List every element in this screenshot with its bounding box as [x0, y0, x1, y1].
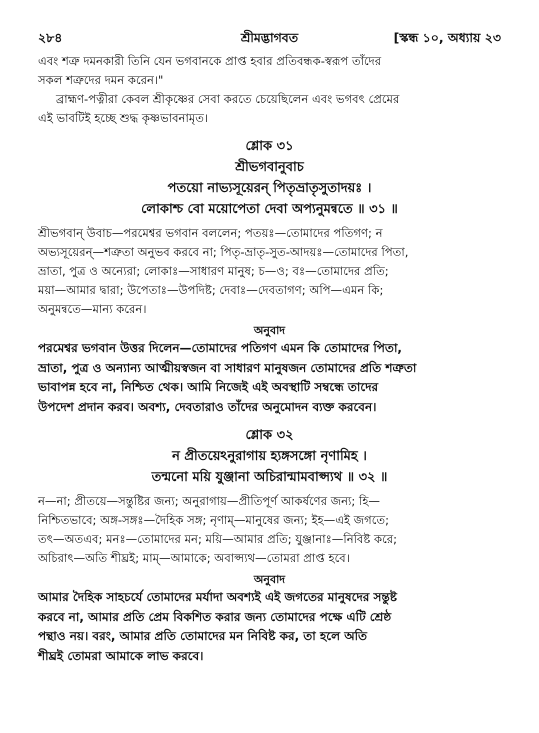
- translation-line: উপদেশ প্রদান করব। অবশ্য, দেবতারাও তাঁদের অনুমোদন ব্যক্ত করবেন।: [38, 399, 377, 414]
- intro-line: সকল শত্রুদের দমন করেন।": [38, 73, 164, 87]
- synonym-line: শ্রীভগবান্ উবাচ—পরমেশ্বর ভগবান বললেন; পতয়ঃ—তোমাদের পতিগণ; ন: [38, 226, 383, 240]
- book-title: শ্রীমদ্ভাগবত: [240, 30, 299, 45]
- intro-line: এই ভাবটিই হচ্ছে শুদ্ধ কৃষ্ণভাবনামৃত।: [38, 111, 209, 125]
- synonym-line: ভ্রাতা, পুত্র ও অন্যেরা; লোকাঃ—সাধারণ মানুষ; চ—ও; বঃ—তোমাদের প্রতি;: [38, 264, 389, 278]
- verse-line: তন্মনো ময়ি যুঞ্জানা অচিরান্মামবাপ্স্যথ ॥ ৩২ ॥: [151, 470, 388, 485]
- verse-line: পতয়ো নাভ্যসূয়েরন্ পিতৃভ্রাতৃসুতাদয়ঃ ।: [167, 181, 372, 196]
- translation-line: আমার দৈহিক সাহচর্যে তোমাদের মর্যাদা অবশ্যই এই জগতের মানুষদের সন্তুষ্ট: [38, 590, 397, 604]
- translation-heading: অনুবাদ: [253, 324, 286, 337]
- synonym-line: অচিরাৎ—অতি শীঘ্রই; মাম্—আমাকে; অবাপ্স্যথ—তোমরা প্রাপ্ত হবে।: [38, 551, 350, 565]
- translation-line: পন্থাও নয়। বরং, আমার প্রতি তোমাদের মন নিবিষ্ট কর, তা হলে অতি: [38, 629, 368, 643]
- translation: [38, 339, 501, 417]
- synonym-line: অনুমন্বতে—মান্য করেন।: [38, 302, 147, 316]
- synonyms: [38, 224, 501, 319]
- verse-line: লোকাশ্চ বো ময়োপেতা দেবা অপ্যনুমন্বতে ॥ ৩১ ॥: [141, 202, 398, 217]
- translation: [38, 588, 501, 666]
- synonym-line: অভ্যসূয়েরন্—শত্রুতা অনুভব করবে না; পিতৃ-ভ্রাতৃ-সুত-আদয়ঃ—তোমাদের পিতা,: [38, 245, 409, 259]
- translation-line: পরমেশ্বর ভগবান উত্তর দিলেন—তোমাদের পতিগণ এমন কি তোমাদের পিতা,: [38, 341, 402, 355]
- intro-line: ব্রাহ্মণ-পত্নীরা কেবল শ্রীকৃষ্ণের সেবা করতে চেয়েছিলেন এবং ভগবৎ প্রেমের: [56, 92, 400, 106]
- verse-heading: শ্লোক ৩১: [245, 139, 294, 154]
- translation-line: করবে না, আমার প্রতি প্রেম বিকশিত করার জন্য তোমাদের পক্ষে এটি শ্রেষ্ঠ: [38, 609, 392, 624]
- page-number: ২৮৪: [38, 30, 63, 45]
- synonym-line: ন—না; প্রীতয়ে—সন্তুষ্টির জন্য; অনুরাগায়—প্রীতিপূর্ণ আকর্ষণের জন্য; হি—: [38, 494, 381, 508]
- translation-line: ভাবাপন্ন হবে না, নিশ্চিত থেক। আমি নিজেই এই অবস্থাটি সম্বন্ধে তাদের: [38, 380, 379, 394]
- synonyms: [38, 492, 501, 568]
- translation-line: শীঘ্রই তোমরা আমাকে লাভ করবে।: [38, 648, 204, 663]
- synonym-line: নিশ্চিতভাবে; অঙ্গ-সঙ্গঃ—দৈহিক সঙ্গ; নৃণাম্—মানুষের জন্য; ইহ—এই জগতে;: [38, 513, 390, 527]
- verse-heading: শ্লোক ৩২: [245, 428, 294, 443]
- translation-heading: অনুবাদ: [253, 573, 286, 586]
- chapter-reference: [স্কন্ধ ১০, অধ্যায় ২৩: [393, 30, 501, 45]
- running-header: [38, 30, 501, 52]
- verse-31: [38, 136, 501, 417]
- verse-speaker: শ্রীভগবানুবাচ: [235, 160, 304, 175]
- intro-line: এবং শত্রু দমনকারী তিনি যেন ভগবানকে প্রাপ্ত হবার প্রতিবন্ধক-স্বরূপ তাঁদের: [38, 54, 382, 68]
- translation-line: ভ্রাতা, পুত্র ও অন্যান্য আত্মীয়স্বজন বা সাধারণ মানুষজন তোমাদের প্রতি শত্রুতা: [38, 360, 417, 375]
- verse-line: ন প্রীতয়েঽনুরাগায় হ্যঙ্গসঙ্গো নৃণামিহ ।: [172, 449, 367, 464]
- synonym-line: ময়া—আমার দ্বারা; উপেতাঃ—উপদিষ্ট; দেবাঃ—দেবতাগণ; অপি—এমন কি;: [38, 283, 384, 297]
- verse-32: [38, 425, 501, 666]
- synonym-line: তৎ—অতএব; মনঃ—তোমাদের মন; ময়ি—আমার প্রতি; যুঞ্জানাঃ—নিবিষ্ট করে;: [38, 532, 398, 546]
- intro-paragraph: [38, 52, 501, 128]
